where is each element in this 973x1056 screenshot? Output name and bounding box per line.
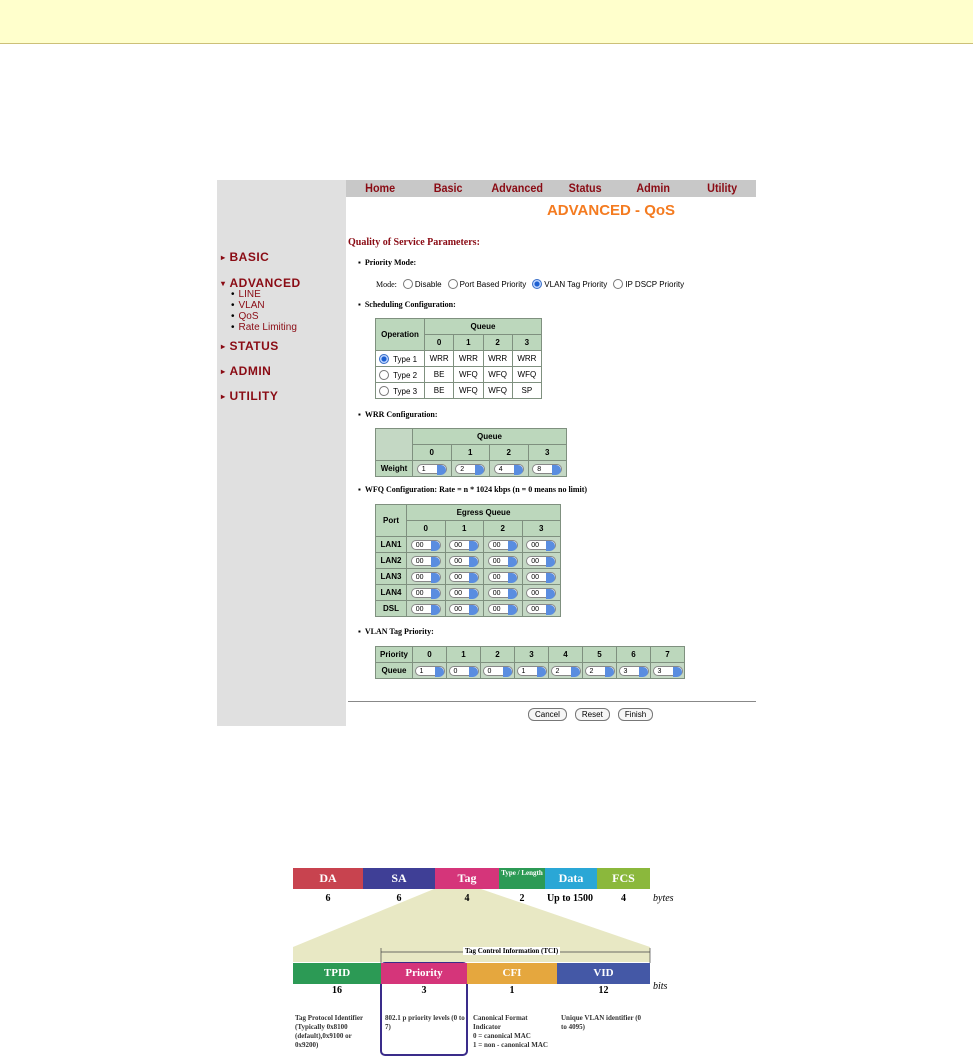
rate-select[interactable]: 00: [488, 604, 518, 614]
sidebar: [217, 180, 346, 726]
cell: WFQ: [483, 367, 512, 383]
queue-cell: [651, 663, 685, 679]
rate-select[interactable]: 00: [488, 588, 518, 598]
wfq-rate-note: Rate = n * 1024 kbps (n = 0 means no limit): [439, 485, 588, 494]
priority-col: 1: [447, 647, 481, 663]
rate-select[interactable]: 00: [488, 556, 518, 566]
wrr-heading: ▪ WRR Configuration:: [358, 410, 438, 419]
queue-col: 0: [425, 335, 454, 351]
rate-select[interactable]: 00: [526, 540, 556, 550]
tag-field-tpid: TPID: [293, 963, 381, 984]
desc-priority: 802.1 p priority levels (0 to 7): [385, 1014, 465, 1031]
rate-select[interactable]: 00: [411, 540, 441, 550]
mode-label: Mode:: [376, 279, 397, 289]
tci-label: Tag Control Information (TCI): [465, 947, 559, 955]
priority-col: 6: [617, 647, 651, 663]
rate-cell: [445, 569, 484, 585]
rate-cell: [522, 601, 561, 617]
nav-basic[interactable]: Basic: [434, 181, 463, 195]
cell: WFQ: [512, 367, 541, 383]
egress-header: Egress Queue: [407, 505, 561, 521]
rate-cell: [445, 585, 484, 601]
radio-icon[interactable]: [379, 370, 389, 380]
weight-select[interactable]: 8: [532, 464, 562, 474]
sidebar-subitem-vlan[interactable]: • VLAN: [231, 300, 265, 311]
rate-select[interactable]: 00: [411, 588, 441, 598]
port-label: LAN3: [376, 569, 407, 585]
sidebar-subitem-rate-limiting[interactable]: • Rate Limiting: [231, 322, 297, 333]
port-label: LAN4: [376, 585, 407, 601]
table-row: [376, 601, 561, 617]
priority-col: 3: [515, 647, 549, 663]
finish-button[interactable]: Finish: [618, 708, 653, 721]
priority-mode-row: [376, 279, 684, 289]
rate-cell: [484, 553, 523, 569]
type-option[interactable]: Type 1: [376, 351, 425, 367]
queue-select[interactable]: 3: [653, 666, 683, 676]
queue-col: 0: [413, 445, 452, 461]
rate-cell: [407, 585, 446, 601]
weight-label: Weight: [376, 461, 413, 477]
queue-cell: [549, 663, 583, 679]
bytes-data: Up to 1500: [546, 893, 594, 904]
bits-unit: bits: [653, 981, 668, 992]
queue-cell: [617, 663, 651, 679]
queue-col: 0: [407, 521, 446, 537]
vlan-priority-table: [375, 646, 685, 679]
bits-priority: 3: [421, 985, 427, 996]
queue-select[interactable]: 3: [619, 666, 649, 676]
button-row: [528, 708, 653, 721]
sidebar-subitem-qos[interactable]: • QoS: [231, 311, 259, 322]
weight-cell: [490, 461, 529, 477]
queue-header: Queue: [413, 429, 567, 445]
scheduling-heading: ▪ Scheduling Configuration:: [358, 300, 456, 309]
cell: BE: [425, 383, 454, 399]
queue-cell: [447, 663, 481, 679]
priority-mode-heading: ▪ Priority Mode:: [358, 258, 416, 267]
divider: [348, 701, 756, 702]
desc-cfi-0: 0 = canonical MAC: [473, 1032, 531, 1040]
type-option[interactable]: Type 2: [376, 367, 425, 383]
weight-select[interactable]: 2: [455, 464, 485, 474]
queue-cell: [515, 663, 549, 679]
bytes-da: 6: [325, 893, 331, 904]
sidebar-item-admin[interactable]: ▸ ADMIN: [221, 364, 272, 378]
desc-cfi-1: 1 = non - canonical MAC: [473, 1041, 548, 1049]
rate-select[interactable]: 00: [411, 556, 441, 566]
bytes-tag: 4: [464, 893, 470, 904]
weight-cell: [451, 461, 490, 477]
queue-label: Queue: [376, 663, 413, 679]
cell: WRR: [425, 351, 454, 367]
rate-select[interactable]: 00: [449, 572, 479, 582]
tag-field-vid: VID: [557, 963, 650, 984]
rate-select[interactable]: 00: [411, 572, 441, 582]
bits-tpid: 16: [332, 985, 342, 996]
rate-cell: [522, 537, 561, 553]
radio-selected-icon[interactable]: [532, 279, 542, 289]
desc-vid: Unique VLAN identifier (0 to 4095): [561, 1014, 642, 1031]
frame-field-tag: Tag: [435, 868, 499, 889]
section-title: Quality of Service Parameters:: [348, 237, 480, 248]
wfq-table: [375, 504, 561, 617]
bits-vid: 12: [598, 985, 609, 996]
priority-col: 4: [549, 647, 583, 663]
sidebar-subitem-line[interactable]: • LINE: [231, 289, 261, 300]
port-label: DSL: [376, 601, 407, 617]
desc-cfi-title: Canonical Format Indicator: [473, 1014, 528, 1031]
mode-option-disable[interactable]: Disable: [403, 279, 442, 289]
rate-select[interactable]: 00: [488, 540, 518, 550]
queue-select[interactable]: 0: [483, 666, 513, 676]
reset-button[interactable]: Reset: [575, 708, 610, 721]
bits-cfi: 1: [509, 985, 515, 996]
rate-select[interactable]: 00: [449, 604, 479, 614]
rate-cell: [484, 537, 523, 553]
cell: SP: [512, 383, 541, 399]
queue-col: 2: [483, 335, 512, 351]
desc-cfi: [473, 1014, 553, 1050]
cell: WRR: [483, 351, 512, 367]
rate-cell: [445, 601, 484, 617]
cell: WRR: [454, 351, 483, 367]
rate-cell: [484, 601, 523, 617]
radio-icon[interactable]: [448, 279, 458, 289]
queue-select[interactable]: 0: [449, 666, 479, 676]
rate-select[interactable]: 00: [526, 556, 556, 566]
blank-header: [376, 429, 413, 461]
priority-label: Priority: [376, 647, 413, 663]
rate-cell: [445, 537, 484, 553]
rate-select[interactable]: 00: [449, 556, 479, 566]
desc-tpid: Tag Protocol Identifier (Typically 0x8100 (default),0x9100 or 0x9200): [295, 1014, 363, 1049]
frame-field-fcs: FCS: [597, 868, 650, 889]
queue-select[interactable]: 1: [415, 666, 445, 676]
priority-col: 2: [481, 647, 515, 663]
queue-cell: [583, 663, 617, 679]
port-label: LAN1: [376, 537, 407, 553]
rate-cell: [484, 569, 523, 585]
port-label: LAN2: [376, 553, 407, 569]
bytes-type-length: 2: [519, 893, 525, 904]
main-content: [348, 180, 756, 726]
queue-col: 2: [490, 445, 529, 461]
scheduling-table: [375, 318, 542, 399]
queue-col: 3: [522, 521, 561, 537]
cancel-button[interactable]: Cancel: [528, 708, 567, 721]
top-banner: [0, 0, 973, 44]
queue-col: 1: [445, 521, 484, 537]
rate-cell: [407, 569, 446, 585]
vlan-tag-diagram: [293, 868, 693, 1056]
table-row: [376, 585, 561, 601]
radio-icon[interactable]: [403, 279, 413, 289]
rate-select[interactable]: 00: [449, 588, 479, 598]
weight-cell: [413, 461, 452, 477]
table-row: [376, 553, 561, 569]
table-row: [376, 461, 567, 477]
queue-select[interactable]: 1: [517, 666, 547, 676]
priority-col: 7: [651, 647, 685, 663]
rate-select[interactable]: 00: [488, 572, 518, 582]
weight-cell: [528, 461, 567, 477]
table-row: [376, 351, 542, 367]
sidebar-item-basic[interactable]: ▸ BASIC: [221, 250, 270, 264]
frame-field-sa: SA: [363, 868, 435, 889]
table-row: [376, 569, 561, 585]
router-config-screenshot: [217, 180, 756, 726]
cell: WFQ: [454, 383, 483, 399]
rate-cell: [522, 585, 561, 601]
rate-select[interactable]: 00: [449, 540, 479, 550]
mode-option-vlan-tag[interactable]: VLAN Tag Priority: [532, 279, 607, 289]
nav-utility[interactable]: Utility: [706, 181, 737, 195]
rate-select[interactable]: 00: [411, 604, 441, 614]
bytes-unit: bytes: [653, 893, 674, 904]
nav-status[interactable]: Status: [568, 181, 602, 195]
mode-option-ip-dscp[interactable]: IP DSCP Priority: [613, 279, 684, 289]
sidebar-item-status[interactable]: ▸ STATUS: [221, 339, 279, 353]
frame-field-type-length: Type / Length: [499, 868, 545, 889]
queue-col: 1: [454, 335, 483, 351]
cell: WFQ: [454, 367, 483, 383]
rate-cell: [484, 585, 523, 601]
rate-cell: [407, 601, 446, 617]
rate-select[interactable]: 00: [526, 588, 556, 598]
priority-col: 5: [583, 647, 617, 663]
weight-select[interactable]: 4: [494, 464, 524, 474]
tag-field-cfi: CFI: [467, 963, 557, 984]
queue-col: 3: [512, 335, 541, 351]
cell: BE: [425, 367, 454, 383]
sidebar-item-utility[interactable]: ▸ UTILITY: [221, 389, 279, 403]
nav-advanced[interactable]: Advanced: [491, 181, 543, 195]
tag-field-priority: Priority: [381, 963, 467, 984]
rate-cell: [407, 537, 446, 553]
table-row: [376, 647, 685, 663]
vlan-priority-heading: ▪ VLAN Tag Priority:: [358, 627, 434, 636]
queue-header: Queue: [425, 319, 542, 335]
table-row: [376, 367, 542, 383]
radio-icon[interactable]: [379, 386, 389, 396]
type-option[interactable]: Type 3: [376, 383, 425, 399]
rate-cell: [445, 553, 484, 569]
rate-cell: [522, 553, 561, 569]
port-header: Port: [376, 505, 407, 537]
queue-col: 2: [484, 521, 523, 537]
wfq-heading: ▪ WFQ Configuration: Rate = n * 1024 kbps (n = 0 means no limit): [358, 485, 587, 494]
queue-select[interactable]: 2: [585, 666, 615, 676]
nav-home[interactable]: Home: [365, 181, 396, 195]
bytes-fcs: 4: [621, 893, 626, 904]
queue-col: 1: [451, 445, 490, 461]
rate-cell: [522, 569, 561, 585]
rate-cell: [407, 553, 446, 569]
queue-cell: [481, 663, 515, 679]
table-row: [376, 663, 685, 679]
sidebar-item-advanced[interactable]: ▾ ADVANCED: [221, 276, 301, 290]
nav-admin[interactable]: Admin: [636, 181, 671, 195]
priority-col: 0: [413, 647, 447, 663]
cell: WFQ: [483, 383, 512, 399]
frame-field-da: DA: [293, 868, 363, 889]
queue-cell: [413, 663, 447, 679]
mode-option-port-based[interactable]: Port Based Priority: [448, 279, 527, 289]
table-row: [376, 537, 561, 553]
page-title: ADVANCED - QoS: [546, 202, 676, 219]
cell: WRR: [512, 351, 541, 367]
wrr-table: [375, 428, 567, 477]
frame-field-data: Data: [545, 868, 597, 889]
operation-header: Operation: [376, 319, 425, 351]
queue-select[interactable]: 2: [551, 666, 581, 676]
queue-col: 3: [528, 445, 567, 461]
weight-select[interactable]: 1: [417, 464, 447, 474]
radio-selected-icon[interactable]: [379, 354, 389, 364]
rate-select[interactable]: 00: [526, 572, 556, 582]
rate-select[interactable]: 00: [526, 604, 556, 614]
bytes-sa: 6: [396, 893, 402, 904]
table-row: [376, 383, 542, 399]
radio-icon[interactable]: [613, 279, 623, 289]
